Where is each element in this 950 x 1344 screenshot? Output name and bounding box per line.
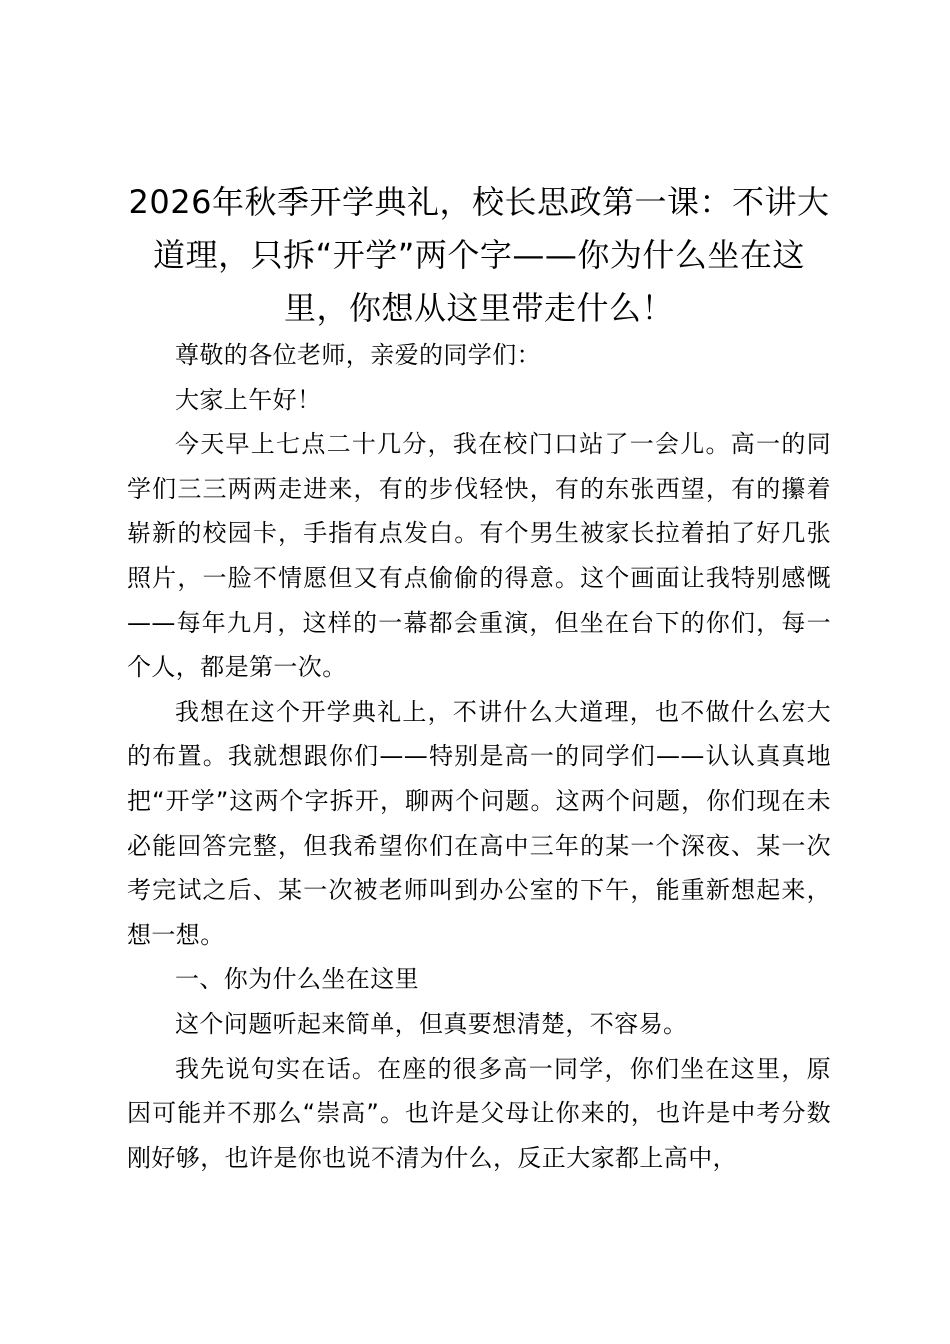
paragraph-two-questions: 我想在这个开学典礼上，不讲什么大道理，也不做什么宏大的布置。我就想跟你们——特别是高一的同学们——认认真真地把“开学”这两个字拆开，聊两个问题。这两个问题，你们现在未必能回答完整，但我希望你们在高中三年的某一个深夜、某一次考完试之后、某一次被老师叫到办公室的下午，能重新想起来，想一想。	[127, 697, 831, 949]
document-title: 2026年秋季开学典礼，校长思政第一课：不讲大道理，只拆“开学”两个字——你为什么坐在这里，你想从这里带走什么！	[128, 183, 830, 327]
document-page	[127, 176, 831, 1180]
greeting: 大家上午好！	[175, 385, 322, 414]
paragraph-question-intro: 这个问题听起来简单，但真要想清楚，不容易。	[175, 1009, 688, 1038]
paragraph-morning-scene: 今天早上七点二十几分，我在校门口站了一会儿。高一的同学们三三两两走进来，有的步伐轻快，有的东张西望，有的攥着崭新的校园卡，手指有点发白。有个男生被家长拉着拍了好几张照片，一脸不情愿但又有点偷偷的得意。这个画面让我特别感慨——每年九月，这样的一幕都会重演，但坐在台下的你们，每一个人，都是第一次。	[127, 430, 831, 682]
salutation: 尊敬的各位老师，亲爱的同学们：	[175, 341, 541, 369]
paragraph-honest-words: 我先说句实在话。在座的很多高一同学，你们坐在这里，原因可能并不那么“崇高”。也许是父母让你来的，也许是中考分数刚好够，也许是你也说不清为什么，反正大家都上高中，	[127, 1054, 831, 1172]
section-heading-1: 一、你为什么坐在这里	[175, 965, 419, 994]
